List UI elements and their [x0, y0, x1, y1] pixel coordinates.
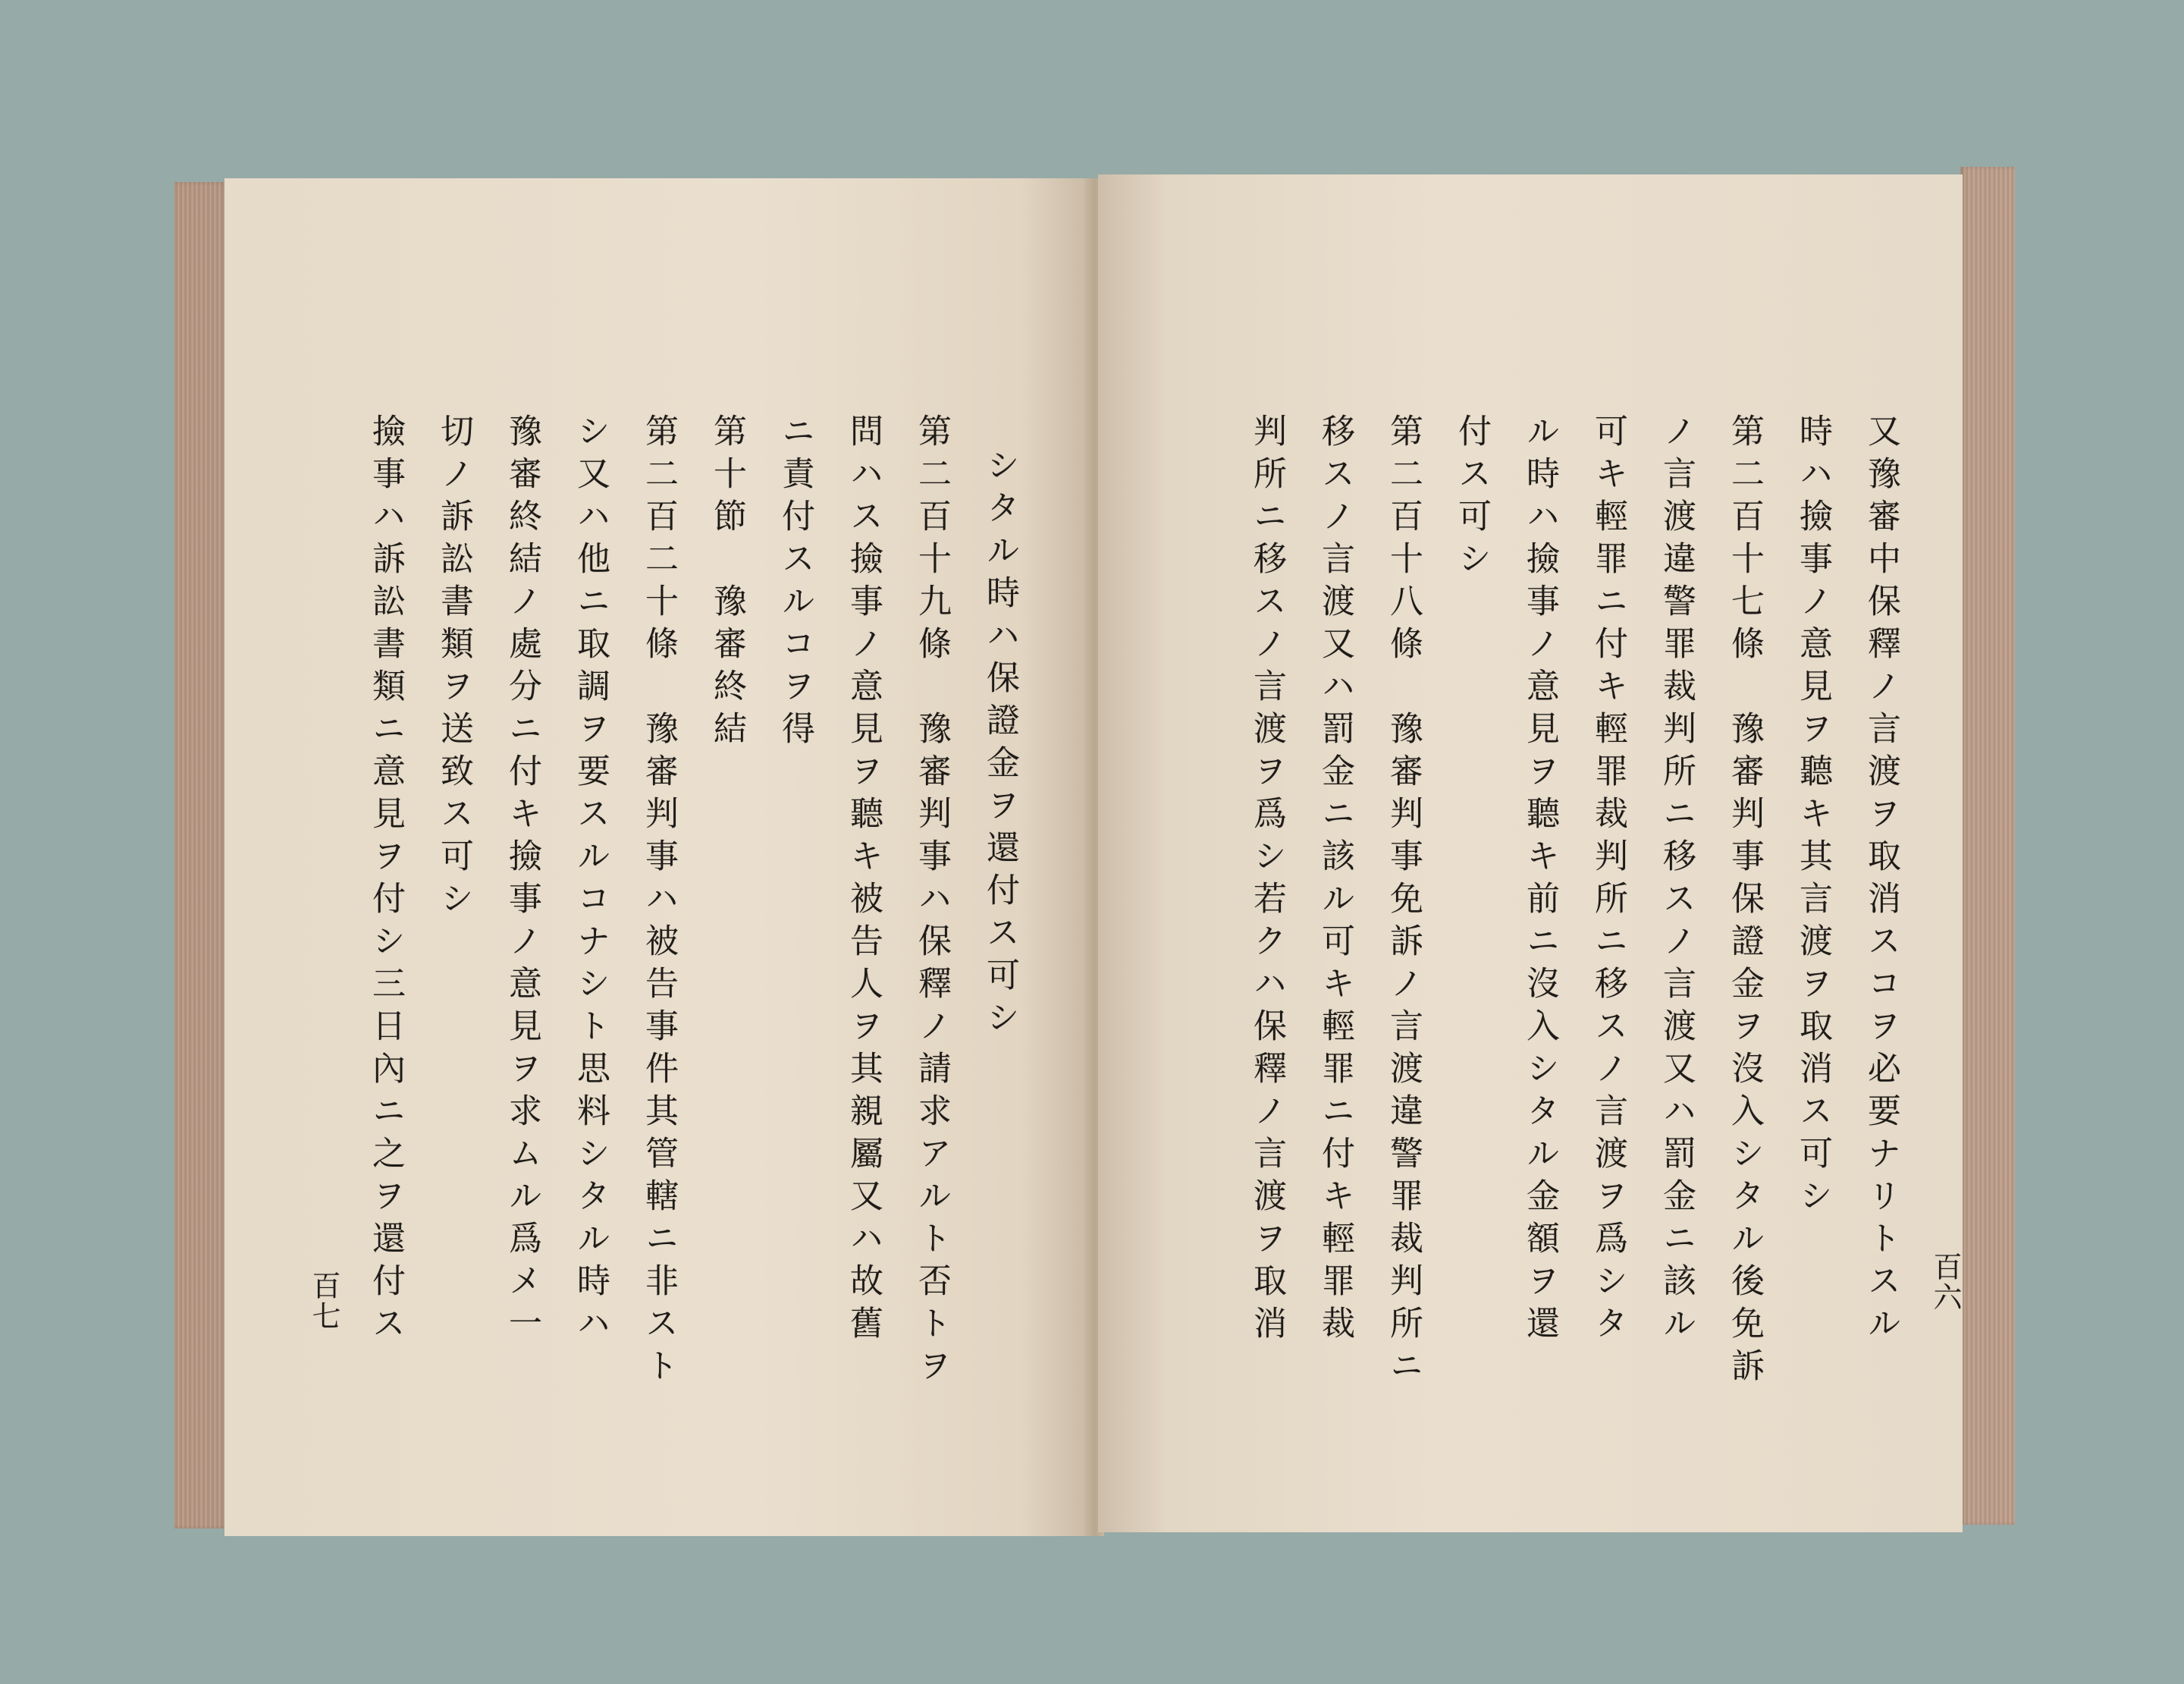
text-column: 可キ輕罪ニ付キ輕罪裁判所ニ移スノ言渡ヲ爲シタ: [1589, 413, 1627, 1348]
right-page: [1098, 174, 1963, 1532]
text-column: 付ス可シ: [1452, 413, 1491, 583]
text-column: 第二百十七條 豫審判事保證金ヲ沒入シタル後免訴: [1725, 413, 1764, 1390]
left-page: [224, 178, 1090, 1536]
text-column: シタル時ハ保證金ヲ還付ス可シ: [981, 448, 1019, 1042]
text-column: 第二百十八條 豫審判事免訴ノ言渡違警罪裁判所ニ: [1384, 413, 1423, 1390]
page-edges-right: [1960, 167, 2015, 1525]
text-column: 第二百二十條 豫審判事ハ被告事件其管轄ニ非スト: [639, 413, 678, 1390]
page-edges-left: [174, 182, 228, 1528]
text-column: ノ言渡違警罪裁判所ニ移スノ言渡又ハ罰金ニ該ル: [1657, 413, 1696, 1348]
text-column: 切ノ訴訟書類ヲ送致ス可シ: [435, 413, 473, 923]
text-column: 豫審終結ノ處分ニ付キ撿事ノ意見ヲ求ムル爲メ一: [503, 413, 541, 1348]
text-column: 又豫審中保釋ノ言渡ヲ取消スコヲ必要ナリトスル: [1862, 413, 1900, 1348]
page-number: 百六: [1928, 1252, 1962, 1312]
text-column: 時ハ撿事ノ意見ヲ聽キ其言渡ヲ取消ス可シ: [1793, 413, 1832, 1221]
text-column: 問ハス撿事ノ意見ヲ聽キ被告人ヲ其親屬又ハ故舊: [844, 413, 883, 1348]
text-column: 第二百十九條 豫審判事ハ保釋ノ請求アルト否トヲ: [912, 413, 951, 1390]
text-column: シ又ハ他ニ取調ヲ要スルコナシト思料シタル時ハ: [571, 413, 610, 1348]
open-book: [174, 167, 2025, 1532]
text-column: 移スノ言渡又ハ罰金ニ該ル可キ輕罪ニ付キ輕罪裁: [1316, 413, 1354, 1348]
text-column: ル時ハ撿事ノ意見ヲ聽キ前ニ沒入シタル金額ヲ還: [1520, 413, 1559, 1348]
text-column: 判所ニ移スノ言渡ヲ爲シ若クハ保釋ノ言渡ヲ取消: [1247, 413, 1286, 1348]
text-column: ニ責付スルコヲ得: [776, 413, 814, 753]
section-heading: 第十節 豫審終結: [708, 413, 746, 753]
page-number: 百七: [307, 1271, 340, 1331]
text-column: 撿事ハ訴訟書類ニ意見ヲ付シ三日內ニ之ヲ還付ス: [366, 413, 405, 1348]
